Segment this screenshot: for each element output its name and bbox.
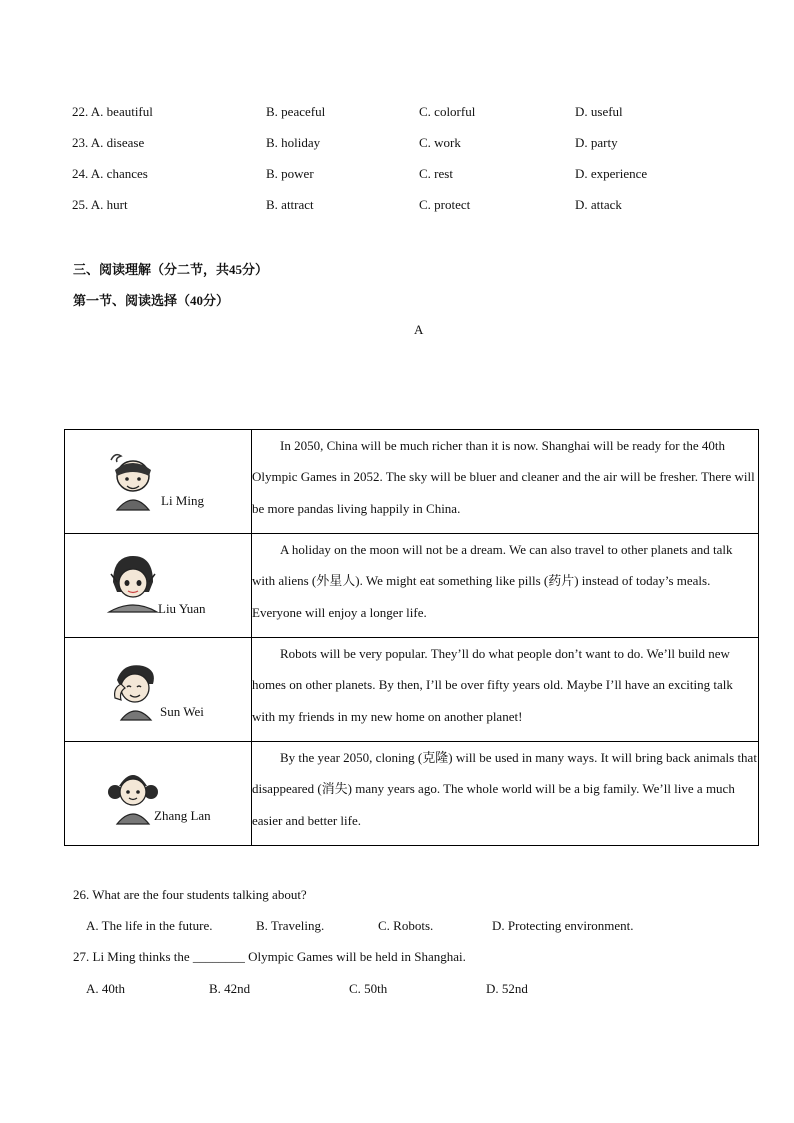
section-heading: 三、阅读理解（分二节，共45分） <box>73 262 269 277</box>
person-name: Liu Yuan <box>158 601 206 616</box>
person-name: Li Ming <box>161 493 204 508</box>
person-cell <box>65 430 252 534</box>
answer-option-a[interactable]: A. The life in the future. <box>86 918 213 933</box>
option-a: 22. A. beautiful <box>72 104 153 119</box>
boy-thinking-icon <box>105 658 161 722</box>
answer-option-c[interactable]: C. 50th <box>349 981 388 996</box>
table-row <box>65 742 759 846</box>
person-statement: In 2050, China will be much richer than it is now. Shanghai will be ready for the 40th Olympic Games in 2052. The sky will be bluer and cleaner and the air will be fresher. There will be more pandas living happily in China. <box>252 438 755 516</box>
option-a: 23. A. disease <box>72 135 145 150</box>
person-statement: By the year 2050, cloning (克隆) will be used in many ways. It will bring back animals that disappeared (消失) many years ago. The whole world will be a big family. We’ll live a much easier and better life. <box>252 750 757 828</box>
table-row <box>65 534 759 638</box>
person-cell <box>65 742 252 846</box>
answer-option-d[interactable]: D. Protecting environment. <box>492 918 634 933</box>
person-text-cell <box>252 638 759 742</box>
question-26-options <box>0 918 794 936</box>
person-statement: A holiday on the moon will not be a dream. We can also travel to other planets and talk with aliens (外星人). We might eat something like pills (药片) instead of today’s meals. Everyone will enjoy a longer life. <box>252 542 733 620</box>
girl-icon <box>105 552 161 616</box>
person-name: Sun Wei <box>160 704 204 719</box>
option-c: C. colorful <box>419 104 476 119</box>
person-cell <box>65 638 252 742</box>
option-d: D. attack <box>575 197 622 212</box>
answer-option-b[interactable]: B. Traveling. <box>256 918 325 933</box>
person-text-cell <box>252 534 759 638</box>
boy-with-hat-icon <box>105 448 161 512</box>
person-text-cell <box>252 742 759 846</box>
question-26-stem: 26. What are the four students talking about? <box>73 887 307 902</box>
girl-with-pigtails-icon <box>105 762 161 826</box>
option-a: 24. A. chances <box>72 166 148 181</box>
passage-label: A <box>414 322 424 337</box>
option-a: 25. A. hurt <box>72 197 128 212</box>
person-text-cell <box>252 430 759 534</box>
option-b: B. peaceful <box>266 104 326 119</box>
option-b: B. attract <box>266 197 314 212</box>
person-cell <box>65 534 252 638</box>
answer-option-a[interactable]: A. 40th <box>86 981 125 996</box>
answer-option-b[interactable]: B. 42nd <box>209 981 251 996</box>
person-statement: Robots will be very popular. They’ll do what people don’t want to do. We’ll build new homes on other planets. By then, I’ll be over fifty years old. Maybe I’ll have an exciting talk with my friends in my new home on another planet! <box>252 646 733 724</box>
subsection-heading: 第一节、阅读选择（40分） <box>73 293 230 308</box>
question-27-options <box>0 981 794 999</box>
passage-table <box>64 429 759 846</box>
option-c: C. protect <box>419 197 471 212</box>
option-d: D. party <box>575 135 618 150</box>
option-d: D. useful <box>575 104 623 119</box>
person-name: Zhang Lan <box>154 808 211 823</box>
option-b: B. power <box>266 166 314 181</box>
answer-option-d[interactable]: D. 52nd <box>486 981 528 996</box>
option-d: D. experience <box>575 166 648 181</box>
question-27-stem: 27. Li Ming thinks the ________ Olympic Games will be held in Shanghai. <box>73 949 466 964</box>
option-c: C. work <box>419 135 461 150</box>
option-b: B. holiday <box>266 135 321 150</box>
table-row <box>65 638 759 742</box>
table-row <box>65 430 759 534</box>
option-c: C. rest <box>419 166 453 181</box>
answer-option-c[interactable]: C. Robots. <box>378 918 434 933</box>
